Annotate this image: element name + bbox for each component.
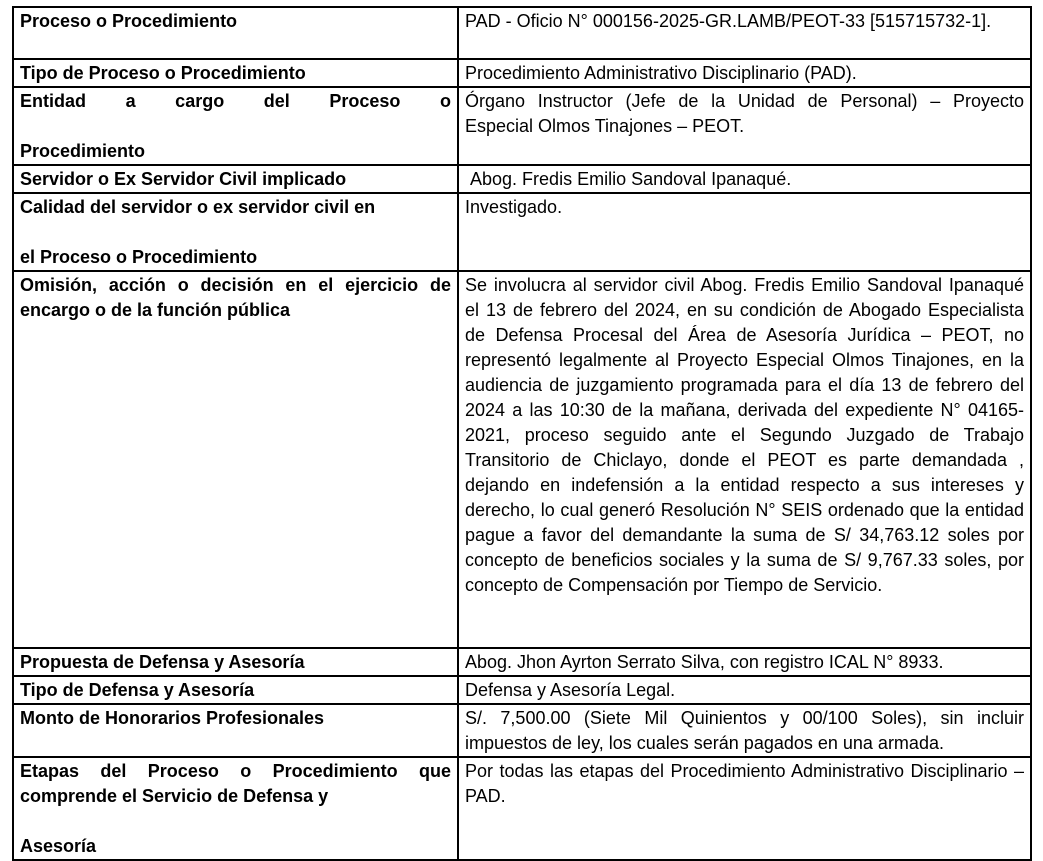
value-propuesta: Abog. Jhon Ayrton Serrato Silva, con registro ICAL N° 8933. <box>458 648 1031 676</box>
label-entidad-line1: Entidad a cargo del Proceso o <box>20 91 451 111</box>
label-entidad-line2: Procedimiento <box>20 141 146 161</box>
table-row-servidor <box>13 165 1031 193</box>
table-row-tipo-defensa <box>13 676 1031 704</box>
defense-service-table <box>12 6 1032 861</box>
value-omision: Se involucra al servidor civil Abog. Fredis Emilio Sandoval Ipanaqué el 13 de febrero del 2024, en su condición de Abogado Especialista de Defensa Procesal del Área de Asesoría Jurídica – PEOT, no representó legalmente al Proyecto Especial Olmos Tinajones, en la audiencia de juzgamiento programada para el día 13 de febrero del 2024 a las 10:30 de la mañana, derivada del expediente N° 04165-2021, proceso seguido ante el Segundo Juzgado de Trabajo Transitorio de Chiclayo, donde el PEOT es parte demandada , dejando en indefensión a la entidad respecto a sus intereses y derecho, lo cual generó Resolución N° SEIS ordenado que la entidad pague a favor del demandante la suma de S/ 34,763.12 soles por concepto de beneficios sociales y la suma de S/ 9,767.33 soles, por concepto de Compensación por Tiempo de Servicio. <box>458 271 1031 648</box>
label-servidor: Servidor o Ex Servidor Civil implicado <box>13 165 458 193</box>
value-entidad: Órgano Instructor (Jefe de la Unidad de Personal) – Proyecto Especial Olmos Tinajones – PEOT. <box>458 87 1031 165</box>
value-etapas: Por todas las etapas del Procedimiento Administrativo Disciplinario – PAD. <box>458 757 1031 860</box>
table-row-omision <box>13 271 1031 648</box>
label-calidad-line1: Calidad del servidor o ex servidor civil en <box>20 197 376 217</box>
label-omision-text: Omisión, acción o decisión en el ejercicio de encargo o de la función pública <box>20 275 451 320</box>
label-tipo-defensa: Tipo de Defensa y Asesoría <box>13 676 458 704</box>
label-calidad-gap <box>20 220 451 245</box>
label-etapas-line1: Etapas del Proceso o Procedimiento que comprende el Servicio de Defensa y <box>20 761 451 806</box>
label-honorarios: Monto de Honorarios Profesionales <box>13 704 458 757</box>
value-tipo-proceso: Procedimiento Administrativo Disciplinario (PAD). <box>458 59 1031 87</box>
label-entidad-gap <box>20 114 451 139</box>
value-calidad: Investigado. <box>458 193 1031 271</box>
table-row-honorarios <box>13 704 1031 757</box>
table-row-calidad <box>13 193 1031 271</box>
table-row-proceso <box>13 7 1031 59</box>
value-servidor <box>458 165 1031 193</box>
label-omision <box>13 271 458 648</box>
label-etapas-line2: Asesoría <box>20 836 97 856</box>
label-calidad-line2: el Proceso o Procedimiento <box>20 247 258 267</box>
table-row-entidad <box>13 87 1031 165</box>
table-row-tipo-proceso <box>13 59 1031 87</box>
value-proceso: PAD - Oficio N° 000156-2025-GR.LAMB/PEOT-33 [515715732-1]. <box>458 7 1031 59</box>
label-propuesta: Propuesta de Defensa y Asesoría <box>13 648 458 676</box>
value-honorarios: S/. 7,500.00 (Siete Mil Quinientos y 00/100 Soles), sin incluir impuestos de ley, los cuales serán pagados en una armada. <box>458 704 1031 757</box>
label-calidad-cell <box>13 193 458 271</box>
label-entidad-cell <box>13 87 458 165</box>
table-row-propuesta <box>13 648 1031 676</box>
table-row-etapas <box>13 757 1031 860</box>
value-servidor-text: Abog. Fredis Emilio Sandoval Ipanaqué. <box>470 169 792 189</box>
label-proceso: Proceso o Procedimiento <box>13 7 458 59</box>
label-etapas-gap <box>20 809 451 834</box>
label-tipo-proceso: Tipo de Proceso o Procedimiento <box>13 59 458 87</box>
value-tipo-defensa: Defensa y Asesoría Legal. <box>458 676 1031 704</box>
label-etapas-cell <box>13 757 458 860</box>
